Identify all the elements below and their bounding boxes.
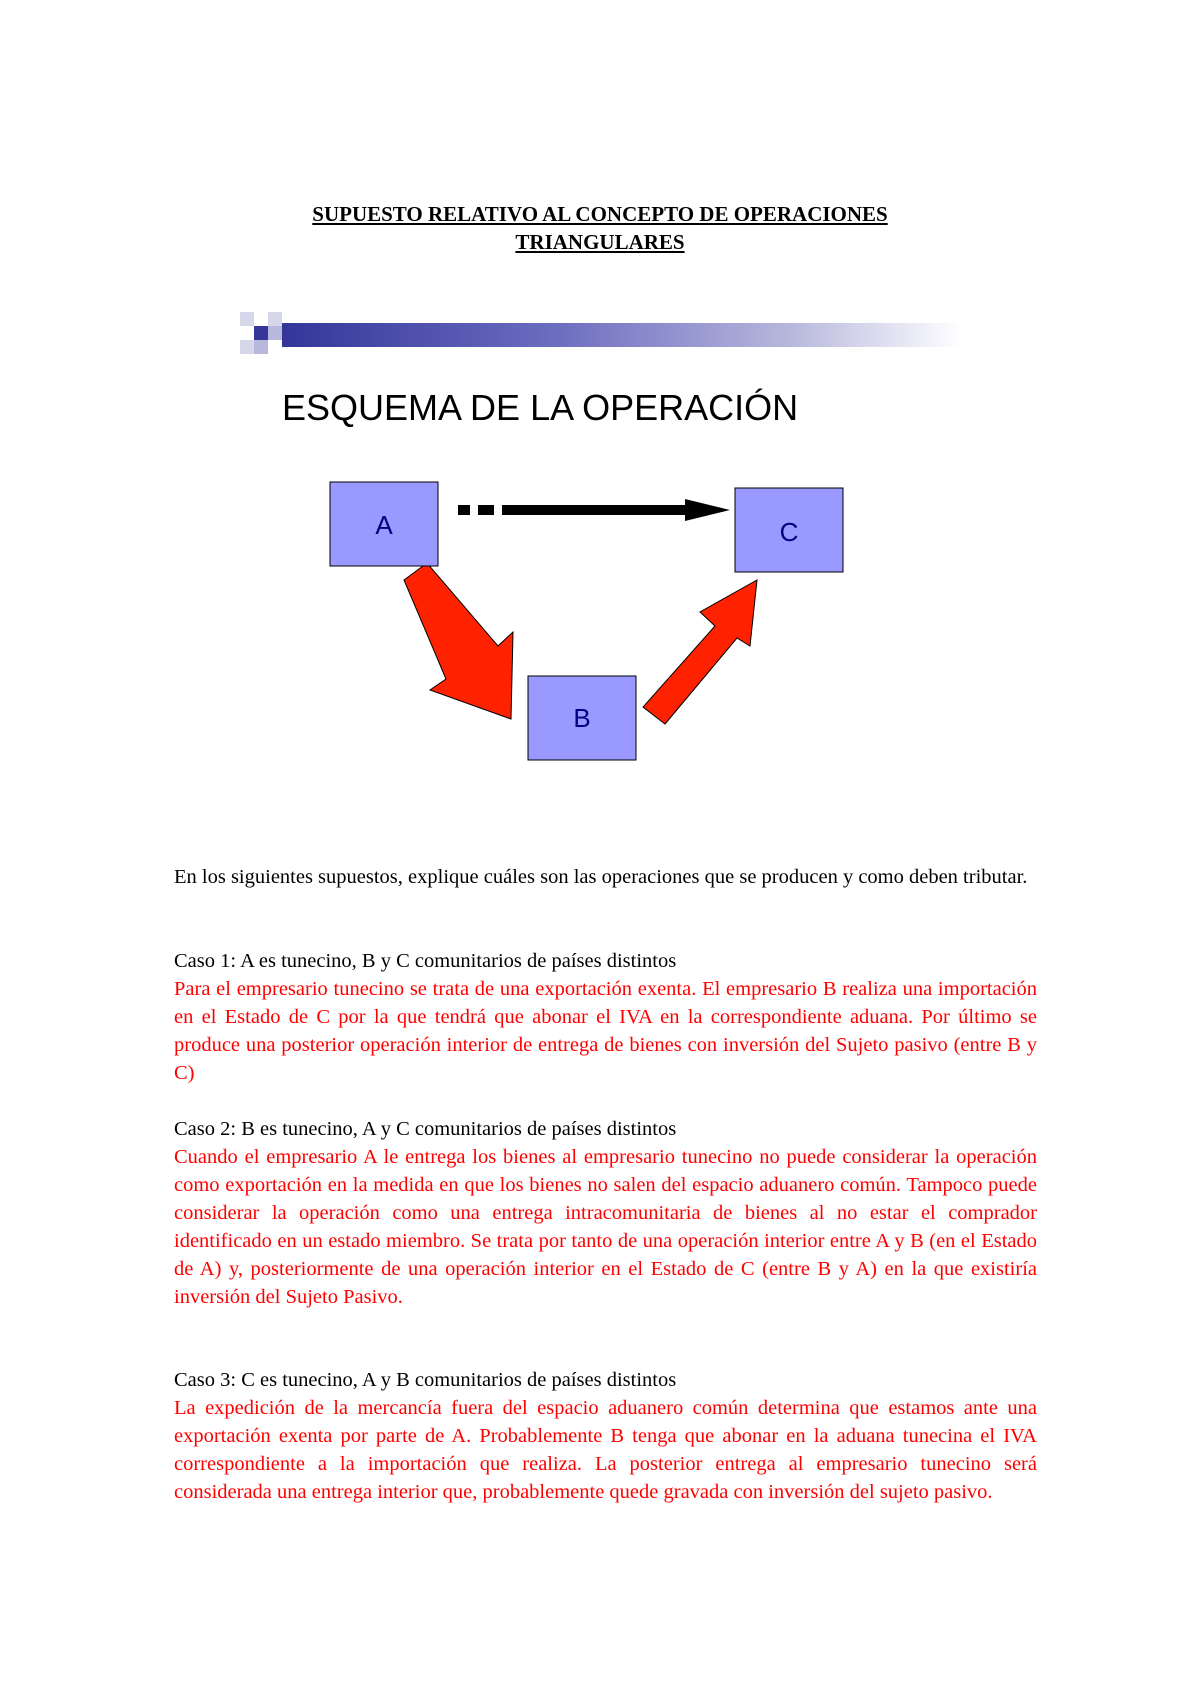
- node-a-label: A: [375, 510, 393, 540]
- intro-text: En los siguientes supuestos, explique cuáles son las operaciones que se producen y como deben tributar.: [174, 866, 1028, 888]
- case-1: [174, 947, 1037, 1087]
- node-b: [528, 676, 636, 760]
- node-a: [330, 482, 438, 566]
- node-b-label: B: [573, 703, 591, 733]
- case-1-heading: Caso 1: A es tunecino, B y C comunitarios de países distintos: [174, 950, 677, 972]
- node-c-label: C: [779, 517, 799, 547]
- document-title-line-2: TRIANGULARES: [515, 230, 685, 254]
- case-3: [174, 1366, 1037, 1506]
- red-arrow-b-to-c: [643, 580, 757, 724]
- document-title-line-1: SUPUESTO RELATIVO AL CONCEPTO DE OPERACIONES: [312, 202, 888, 226]
- intro-paragraph: [174, 863, 1037, 891]
- case-2: [174, 1115, 1037, 1311]
- case-2-heading: Caso 2: B es tunecino, A y C comunitarios de países distintos: [174, 1118, 677, 1140]
- case-3-answer: La expedición de la mercancía fuera del espacio aduanero común determina que estamos ante una exportación exenta por parte de A. Probablemente B tenga que abonar en la aduana tunecina el IVA correspondiente a la importación que realiza. La posterior entrega al empresario tunecino será considerada una entrega interior que, probablemente quede gravada con inversión del sujeto pasivo.: [174, 1397, 1037, 1503]
- black-arrow-a-to-c: [458, 499, 730, 521]
- red-arrow-a-to-b: [404, 563, 513, 719]
- triangular-operation-diagram: [230, 310, 970, 780]
- diagram-heading: ESQUEMA DE LA OPERACIÓN: [282, 387, 799, 428]
- case-2-answer: Cuando el empresario A le entrega los bienes al empresario tunecino no puede considerar la operación como exportación en la medida en que los bienes no salen del espacio aduanero común. Tampoco puede considerar la operación como una entrega intracomunitaria de bienes al no estar el comprador identificado en un estado miembro. Se trata por tanto de una operación interior entre A y B (en el Estado de A) y, posteriormente de una operación interior en el Estado de C (entre B y A) en la que existiría inversión del Sujeto Pasivo.: [174, 1146, 1037, 1308]
- node-c: [735, 488, 843, 572]
- case-3-heading: Caso 3: C es tunecino, A y B comunitarios de países distintos: [174, 1369, 677, 1391]
- case-1-answer: Para el empresario tunecino se trata de una exportación exenta. El empresario B realiza una importación en el Estado de C por la que tendrá que abonar el IVA en la correspondiente aduana. Por último se produce una posterior operación interior de entrega de bienes con inversión del Sujeto pasivo (entre B y C): [174, 978, 1037, 1084]
